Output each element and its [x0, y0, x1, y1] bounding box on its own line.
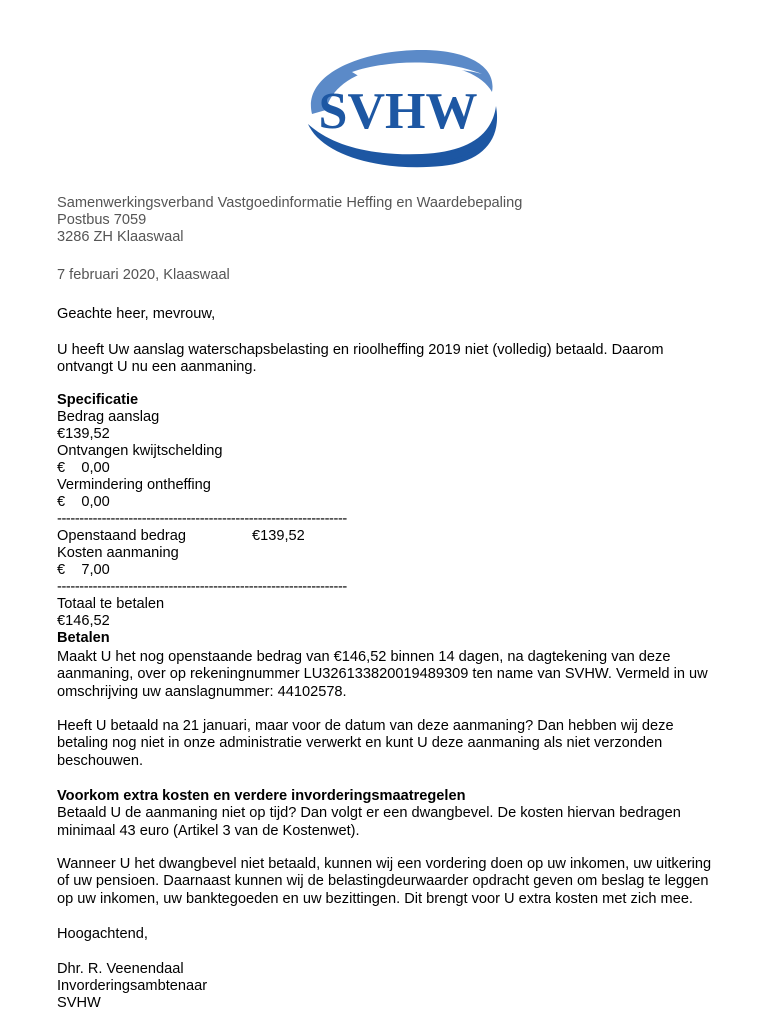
sender-organization: Samenwerkingsverband Vastgoedinformatie Heffing en Waardebepaling	[57, 195, 523, 211]
totaal-value: €146,52	[57, 613, 110, 629]
intro-line: ontvangt U nu een aanmaning.	[57, 359, 257, 376]
openstaand-label: Openstaand bedrag	[57, 528, 187, 544]
spec-value: € 0,00	[57, 494, 110, 510]
sender-postbus: Postbus 7059	[57, 212, 147, 228]
voorkom-line: minimaal 43 euro (Artikel 3 van de Kostenwet).	[57, 822, 360, 839]
dwangbevel-paragraph	[57, 856, 747, 908]
signature	[57, 961, 207, 1012]
spec-label: Bedrag aanslag	[57, 409, 160, 425]
svhw-logo	[292, 44, 504, 174]
betalen-line: aanmaning, over op rekeningnummer LU326133820019489309 ten name van SVHW. Vermeld in uw	[57, 666, 708, 683]
openstaand-row	[57, 528, 362, 545]
logo-text: SVHW	[318, 83, 478, 140]
dwangbevel-line: op uw inkomen, uw banktegoeden en uw bezittingen. Dit brengt voor U extra kosten met zich mee.	[57, 890, 693, 907]
openstaand-value: €139,52	[252, 528, 305, 544]
dwangbevel-line: of uw pensioen. Daarnaast kunnen wij de belastingdeurwaarder opdracht geven om beslag te leggen	[57, 873, 709, 890]
betalen-paragraph	[57, 649, 747, 701]
betalen-line: Maakt U het nog openstaande bedrag van €146,52 binnen 14 dagen, na dagtekening van deze	[57, 649, 671, 665]
betalen-line: omschrijving uw aanslagnummer: 44102578.	[57, 683, 347, 700]
betaald-na-line: Heeft U betaald na 21 januari, maar voor de datum van deze aanmaning? Dan hebben wij deze	[57, 718, 674, 734]
totaal-label: Totaal te betalen	[57, 596, 165, 612]
divider: -----------------------------------------------------------------	[57, 579, 347, 595]
voorkom-section	[57, 788, 747, 840]
signature-org: SVHW	[57, 995, 101, 1011]
sender-city: 3286 ZH Klaaswaal	[57, 229, 184, 245]
salutation: Geachte heer, mevrouw,	[57, 306, 216, 322]
intro-line: U heeft Uw aanslag waterschapsbelasting en rioolheffing 2019 niet (volledig) betaald. Daarom	[57, 342, 664, 358]
kosten-value: € 7,00	[57, 562, 110, 578]
divider: -----------------------------------------------------------------	[57, 511, 347, 527]
betalen-heading: Betalen	[57, 630, 110, 646]
betaald-na-paragraph	[57, 718, 747, 770]
dwangbevel-line: Wanneer U het dwangbevel niet betaald, kunnen wij een vordering doen op uw inkomen, uw uitkering	[57, 856, 712, 872]
voorkom-line: Betaald U de aanmaning niet op tijd? Dan volgt er een dwangbevel. De kosten hiervan bedragen	[57, 805, 681, 822]
voorkom-heading: Voorkom extra kosten en verdere invorderingsmaatregelen	[57, 788, 466, 804]
spec-label: Vermindering ontheffing	[57, 477, 211, 493]
signature-name: Dhr. R. Veenendaal	[57, 961, 184, 977]
closing: Hoogachtend,	[57, 926, 148, 942]
betaald-na-line: betaling nog niet in onze administratie verwerkt en kunt U deze aanmaning als niet verzonden	[57, 735, 663, 752]
betaald-na-line: beschouwen.	[57, 752, 144, 769]
spec-value: € 0,00	[57, 460, 110, 476]
kosten-label: Kosten aanmaning	[57, 545, 179, 561]
spec-label: Ontvangen kwijtschelding	[57, 443, 223, 459]
specificatie-section	[57, 392, 362, 647]
signature-title: Invorderingsambtenaar	[57, 978, 208, 994]
svhw-logo-icon	[292, 44, 504, 174]
specificatie-heading: Specificatie	[57, 392, 139, 408]
date-line: 7 februari 2020, Klaaswaal	[57, 267, 230, 283]
intro-paragraph	[57, 342, 747, 377]
spec-value: €139,52	[57, 426, 110, 442]
sender-address	[57, 195, 522, 246]
